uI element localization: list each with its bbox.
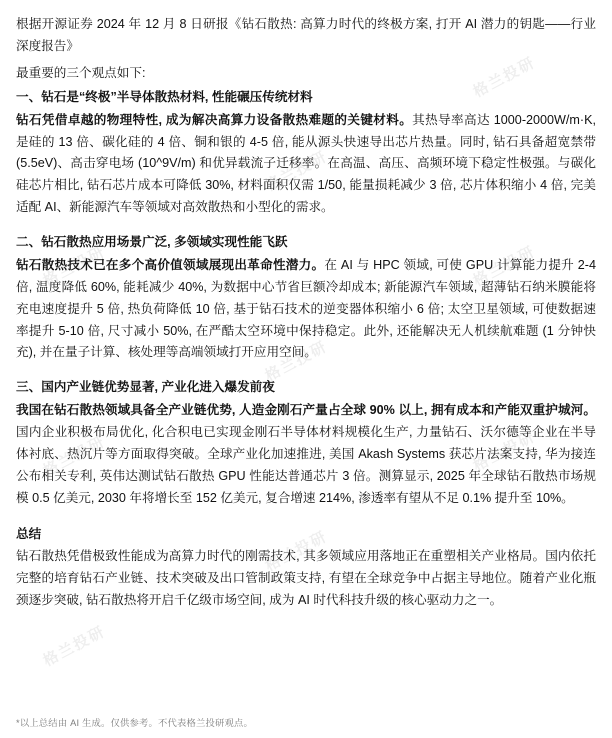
section-one-body-text: 其热导率高达 1000-2000W/m·K, 是硅的 13 倍、碳化硅的 4 倍、铜和银的 4-5 倍, 能从源头快速导出芯片热量。同时, 钻石具备超宽禁带 (5.5eV)、高击穿电场 (10^9V/m) 和优异载流子迁移率。在高温、高压、高频环境下稳定性极强。与碳化硅芯片相比, 钻石芯片成本可降低 30%, 材料面积仅需 1/50, 能量损耗减少 3 倍, 芯片体积缩小 4 倍, 完美适配 AI、新能源汽车等领域对高效散热和小型化的需求。 [16, 112, 596, 215]
section-two-body [16, 255, 596, 365]
section-two-title: 二、钻石散热应用场景广泛, 多领域实现性能飞跃 [16, 235, 288, 250]
section-two-body-bold: 钻石散热技术已在多个高价值领域展现出革命性潜力。 [16, 257, 325, 272]
section-one-title: 一、钻石是“终极”半导体散热材料, 性能碾压传统材料 [16, 89, 313, 104]
section-three-body [16, 400, 596, 510]
section-three-body-bold: 我国在钻石散热领域具备全产业链优势, 人造金刚石产量占全球 90% 以上, 拥有成本和产能双重护城河。 [16, 403, 596, 417]
intro-paragraph: 根据开源证券 2024 年 12 月 8 日研报《钻石散热: 高算力时代的终极方案, 打开 AI 潜力的钥匙——行业深度报告》 [16, 17, 596, 53]
watermark: 格兰投研 [40, 432, 109, 480]
section-one-body [16, 110, 596, 220]
footnote: *以上总结由 AI 生成。仅供参考。不代表格兰投研观点。 [16, 718, 253, 728]
watermark: 格兰投研 [470, 427, 539, 475]
watermark: 格兰投研 [262, 147, 331, 195]
watermark: 格兰投研 [40, 242, 109, 290]
section-two-body-text: 在 AI 与 HPC 领域, 可使 GPU 计算能力提升 2-4 倍, 温度降低 60%, 能耗减少 40%, 为数据中心节省巨额冷却成本; 新能源汽车领域, 超薄钻石纳米膜能将充电速度提升 5 倍, 热负荷降低 10 倍, 基于钻石技术的逆变器体积缩小 6 倍; 太空卫星领域, 可使数据速率提升 5-10 倍, 尺寸减小 50%, 在严酷太空环境中保持稳定。此外, 还能解决无人机续航难题 (1 分钟快充), 并在量子计算、核处理等高端领域打开应用空间。 [16, 257, 596, 360]
section-one-body-bold: 钻石凭借卓越的物理特性, 成为解决高算力设备散热难题的关键材料。 [16, 112, 413, 127]
watermark: 格兰投研 [40, 622, 109, 670]
section-three-title: 三、国内产业链优势显著, 产业化进入爆发前夜 [16, 380, 275, 395]
summary-title: 总结 [16, 526, 42, 541]
watermark: 格兰投研 [470, 242, 539, 290]
watermark: 格兰投研 [470, 53, 539, 101]
watermark: 格兰投研 [262, 337, 331, 385]
summary-body: 钻石散热凭借极致性能成为高算力时代的刚需技术, 其多领域应用落地正在重塑相关产业格局。国内依托完整的培育钻石产业链、技术突破及出口管制政策支持, 有望在全球竞争中占据主导地位。随着产业化瓶颈逐步突破, 钻石散热将开启千亿级市场空间, 成为 AI 时代科技升级的核心驱动力之一。 [16, 549, 596, 607]
section-three-body-text: 国内企业积极布局优化, 化合积电已实现金刚石半导体材料规模化生产, 力量钻石、沃尔德等企业在半导体衬底、热沉片等方面取得突破。全球产业化加速推进, 美国 Akash Systems 获芯片法案支持, 华为接连公布相关专利, 英伟达测试钻石散热 GPU 性能达普通芯片 3 倍。测算显示, 2025 年全球钻石散热市场规模 0.5 亿美元, 2030 年将增长至 152 亿美元, 复合增速 214%, 渗透率有望从不足 0.1% 提升至 10%。 [16, 424, 596, 505]
watermark: 格兰投研 [262, 527, 331, 575]
lead-line: 最重要的三个观点如下: [16, 66, 146, 81]
